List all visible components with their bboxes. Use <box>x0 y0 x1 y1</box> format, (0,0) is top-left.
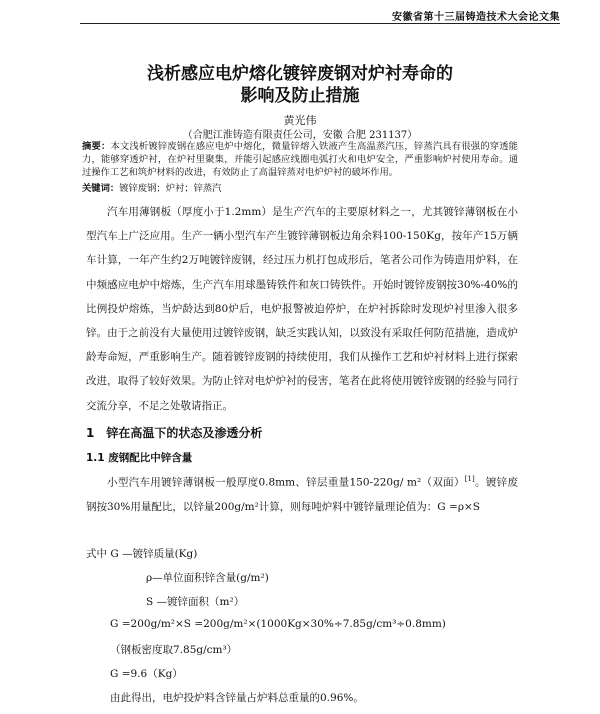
paper-title <box>0 63 600 107</box>
abstract-text: 本文浅析镀锌废钢在感应电炉中熔化，微量锌熔入铁液产生高温蒸汽压，锌蒸汽具有很强的穿透能力，能够穿透炉衬，在炉衬里聚集，并能引起感应线圈电弧打火和电炉安全，严重影响炉衬使用寿命。通过操作工艺和筑炉材料的改进，有效防止了高温锌蒸对电炉炉衬的破坏作用。 <box>82 141 518 178</box>
title-line-2: 影响及防止措施 <box>240 86 360 106</box>
para2-main: 小型汽车用镀锌薄钢板一般厚度0.8mm、锌层重量150-220g/ m²（双面） <box>107 476 465 489</box>
definition-s: S —镀锌面积（m²） <box>146 596 245 608</box>
keywords-label: 关键词： <box>82 183 120 194</box>
keywords <box>82 182 518 195</box>
keywords-text: 镀锌废钢；炉衬；锌蒸汽 <box>119 183 222 194</box>
running-header: 安徽省第十三届铸造技术大会论文集 <box>392 12 560 23</box>
zinc-content-paragraph <box>86 467 518 520</box>
para2-rest: 。镀锌废钢按30%用量配比，以锌量200g/m²计算，则每吨炉料中镀锌量理论值为：G =ρ×S <box>86 476 518 513</box>
header-rule <box>80 23 560 24</box>
section-1-1-heading: 1.1 废钢配比中锌含量 <box>86 452 193 464</box>
definition-g: 式中 G —镀锌质量(Kg) <box>86 548 198 560</box>
abstract <box>82 140 518 179</box>
affiliation: （合肥江淮铸造有限责任公司，安徽 合肥 231137） <box>182 130 418 141</box>
author: 黄光伟 <box>283 114 317 127</box>
citation-ref: [1] <box>464 475 475 483</box>
definition-rho: ρ—单位面积锌含量(g/m²) <box>146 572 269 584</box>
abstract-label: 摘要： <box>82 141 111 152</box>
intro-paragraph: 汽车用薄钢板（厚度小于1.2mm）是生产汽车的主要原材料之一，尤其镀锌薄钢板在小型汽车上广泛应用。生产一辆小型汽车产生镀锌薄钢板边角余料100-150Kg，按年产15万辆车计算，一年产生约2万吨镀锌废钢，经过压力机打包成形后，笔者公司作为铸造用炉料，在中频感应电炉中熔炼，生产汽车用球墨铸铁件和灰口铸铁件。开始时镀锌废钢按30%-40%的比例投炉熔炼，当炉龄达到80炉后，电炉报警被迫停炉，在炉衬拆除时发现炉衬里渗入很多锌。由于之前没有大量使用过镀锌废钢，缺乏实践认知，以致没有采取任何防范措施，造成炉龄寿命短，严重影响生产。随着镀锌废钢的持续使用，我们从操作工艺和炉衬材料上进行探索改进，取得了较好效果。为防止锌对电炉炉衬的侵害，笔者在此将使用镀锌废钢的经验与同行交流分享，不足之处敬请指正。 <box>86 206 518 412</box>
conclusion-line: 由此得出，电炉投炉料含锌量占炉料总重量的0.96%。 <box>110 692 364 704</box>
result-line: G =9.6（Kg） <box>110 668 183 680</box>
density-note: （钢板密度取7.85g/cm³） <box>110 644 238 656</box>
title-line-1: 浅析感应电炉熔化镀锌废钢对炉衬寿命的 <box>147 64 453 84</box>
section-1-heading: 1 锌在高温下的状态及渗透分析 <box>86 426 263 440</box>
formula-line: G =200g/m²×S =200g/m²×(1000Kg×30%÷7.85g/cm³÷0.8mm) <box>110 618 446 630</box>
